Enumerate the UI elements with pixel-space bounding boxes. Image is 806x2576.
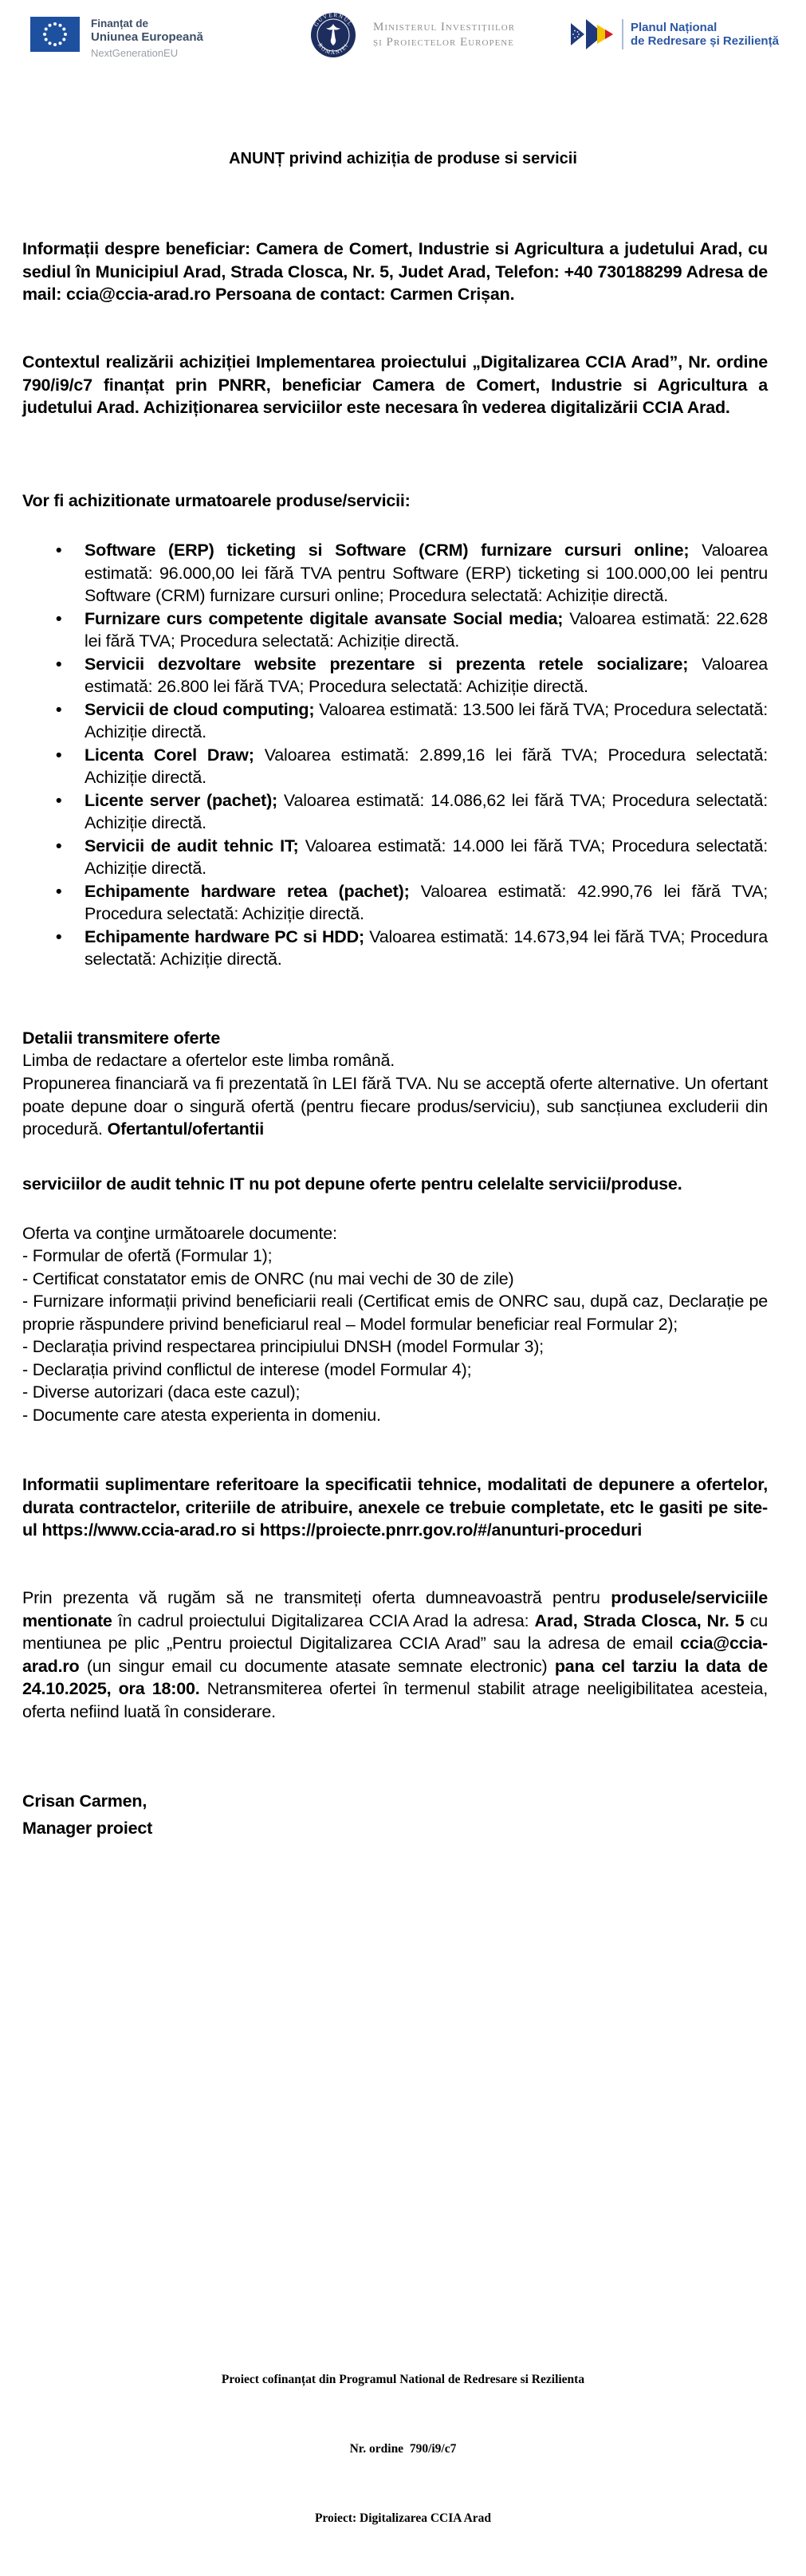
document-line: - Furnizare informații privind beneficiarii reali (Certificat emis de ONRC sau, după caz, Declarație pe proprie răspundere privind beneficiarul real – Model formular beneficiar real Formular 2); — [22, 1292, 768, 1334]
seal-text-bottom: ROMÂNIEI — [317, 41, 350, 57]
documents-list — [22, 1245, 768, 1426]
government-ministry-logo — [309, 11, 515, 59]
audit-note-paragraph: serviciilor de audit tehnic IT nu pot depune oferte pentru celelalte servicii/produse. — [22, 1174, 682, 1194]
document-line: - Diverse autorizari (daca este cazul); — [22, 1382, 301, 1402]
footer — [0, 2322, 806, 2576]
eu-logo-line1: Finanțat de — [91, 18, 149, 29]
eu-logo-text — [91, 17, 203, 60]
financial-paragraph: Propunerea financiară va fi prezentată în LEI fără TVA. Nu se acceptă oferte alternative. Un ofertant poate depune doar o singură ofertă (pentru fiecare produs/serviciu), sub sancțiunea excluderii din procedură. Ofertantul/ofertantii — [22, 1074, 768, 1139]
product-item: • Licente server (pachet); Valoarea estimată: 14.086,62 lei fără TVA; Procedura selectată: Achiziție directă. — [22, 789, 768, 835]
product-item: • Servicii dezvoltare website prezentare si prezenta retele socializare; Valoarea estimată: 26.800 lei fără TVA; Procedura selectată: Achiziție directă. — [22, 653, 768, 698]
seal-text-top: GUVERNUL — [313, 11, 354, 28]
product-item: • Servicii de audit tehnic IT; Valoarea estimată: 14.000 lei fără TVA; Procedura selectată: Achiziție directă. — [22, 835, 768, 880]
products-intro: Vor fi achizitionate urmatoarele produse/servicii: — [22, 491, 411, 510]
product-list — [22, 539, 768, 971]
footer-line1: Proiect cofinanțat din Programul National de Redresare si Rezilienta — [221, 2373, 585, 2386]
product-item: • Echipamente hardware retea (pachet); Valoarea estimată: 42.990,76 lei fără TVA; Procedura selectată: Achiziție directă. — [22, 880, 768, 926]
document-line: - Certificat constatator emis de ONRC (nu mai vechi de 30 de zile) — [22, 1268, 514, 1288]
document-line: - Documente care atesta experienta in domeniu. — [22, 1405, 381, 1425]
romanian-government-seal-icon — [309, 11, 357, 59]
documents-intro: Oferta va conţine următoarele documente: — [22, 1224, 337, 1243]
footer-line3: Proiect: Digitalizarea CCIA Arad — [314, 2511, 492, 2525]
product-item: • Echipamente hardware PC si HDD; Valoarea estimată: 14.673,94 lei fără TVA; Procedura selectată: Achiziție directă. — [22, 926, 768, 971]
signature-role: Manager proiect — [22, 1819, 153, 1838]
footer-line2: Nr. ordine 790/i9/c7 — [349, 2442, 457, 2456]
eu-logo-line2: Uniunea Europeană — [91, 30, 203, 44]
eu-funding-logo — [30, 16, 203, 60]
product-item: • Licenta Corel Draw; Valoarea estimată: 2.899,16 lei fără TVA; Procedura selectată: Achiziție directă. — [22, 744, 768, 789]
product-item: • Software (ERP) ticketing si Software (CRM) furnizare cursuri online; Valoarea estimată: 96.000,00 lei fără TVA pentru Software (ERP) ticketing si 100.000,00 lei pentru Software (CRM) furnizare cursuri online; Procedura selectată: Achiziție directă. — [22, 539, 768, 608]
page-title: ANUNȚ privind achiziția de produse si servicii — [229, 150, 577, 167]
pnrr-label — [631, 21, 779, 48]
pnrr-divider — [622, 19, 623, 49]
pnrr-arrows-icon — [571, 18, 617, 51]
ministry-label-line1: Ministerul Investițiilor — [373, 21, 516, 33]
ministry-label — [373, 20, 515, 50]
signature-name: Crisan Carmen, — [22, 1791, 147, 1811]
pnrr-logo — [571, 18, 779, 51]
product-item: • Furnizare curs competente digitale avansate Social media; Valoarea estimată: 22.628 lei fără TVA; Procedura selectată: Achiziție directă. — [22, 608, 768, 653]
eu-logo-line3: NextGenerationEU — [91, 47, 179, 59]
product-item: • Servicii de cloud computing; Valoarea estimată: 13.500 lei fără TVA; Procedura selectată: Achiziție directă. — [22, 698, 768, 744]
pnrr-label-line2: de Redresare și Reziliență — [631, 34, 779, 48]
submission-paragraph: Prin prezenta vă rugăm să ne transmiteți oferta dumneavoastră pentru produsele/serviciile mentionate în cadrul proiectului Digitalizarea CCIA Arad la adresa: Arad, Strada Closca, Nr. 5 cu mentiunea pe plic „Pentru proiectul Digitalizarea CCIA Arad” sau la adresa de email ccia@ccia-arad.ro (un singur email cu documente atasate semnate electronic) pana cel tarziu la data de 24.10.2025, ora 18:00. Netransmiterea ofertei în termenul stabilit atrage neeligibilitatea acesteia, oferta nefiind luată în considerare. — [22, 1588, 769, 1721]
eu-flag-icon — [30, 16, 80, 53]
document-line: - Formular de ofertă (Formular 1); — [22, 1246, 273, 1265]
beneficiary-paragraph: Informații despre beneficiar: Camera de Comert, Industrie si Agricultura a judetului Arad, cu sediul în Municipiul Arad, Strada Closca, Nr. 5, Judet Arad, Telefon: +40 730188299 Adresa de mail: ccia@ccia-arad.ro Persoana de contact: Carmen Crișan. — [22, 239, 768, 304]
details-heading: Detalii transmitere oferte — [22, 1028, 221, 1048]
pnrr-label-line1: Planul Național — [631, 21, 718, 34]
signature-block — [22, 1787, 501, 1842]
document-line: - Declarația privind conflictul de interese (model Formular 4); — [22, 1359, 472, 1379]
context-paragraph: Contextul realizării achiziției Implementarea proiectului „Digitalizarea CCIA Arad”, Nr. ordine 790/i9/c7 finanțat prin PNRR, beneficiar Camera de Comert, Industrie si Agricultura a judetului Arad. Achiziționarea serviciilor este necesara în vederea digitalizării CCIA Arad. — [22, 352, 768, 417]
ministry-label-line2: și Proiectelor Europene — [373, 36, 514, 49]
additional-info-paragraph: Informatii suplimentare referitoare la specificatii tehnice, modalitati de depunere a ofertelor, durata contractelor, criteriile de atribuire, anexele ce trebuie completate, etc le gasiti pe site-ul https://www.ccia-arad.ro si https://proiecte.pnrr.gov.ro/#/anunturi-proceduri — [22, 1475, 768, 1540]
header-logos — [0, 0, 806, 80]
document-line: - Declarația privind respectarea principiului DNSH (model Formular 3); — [22, 1337, 544, 1356]
language-line: Limba de redactare a ofertelor este limba română. — [22, 1051, 395, 1070]
